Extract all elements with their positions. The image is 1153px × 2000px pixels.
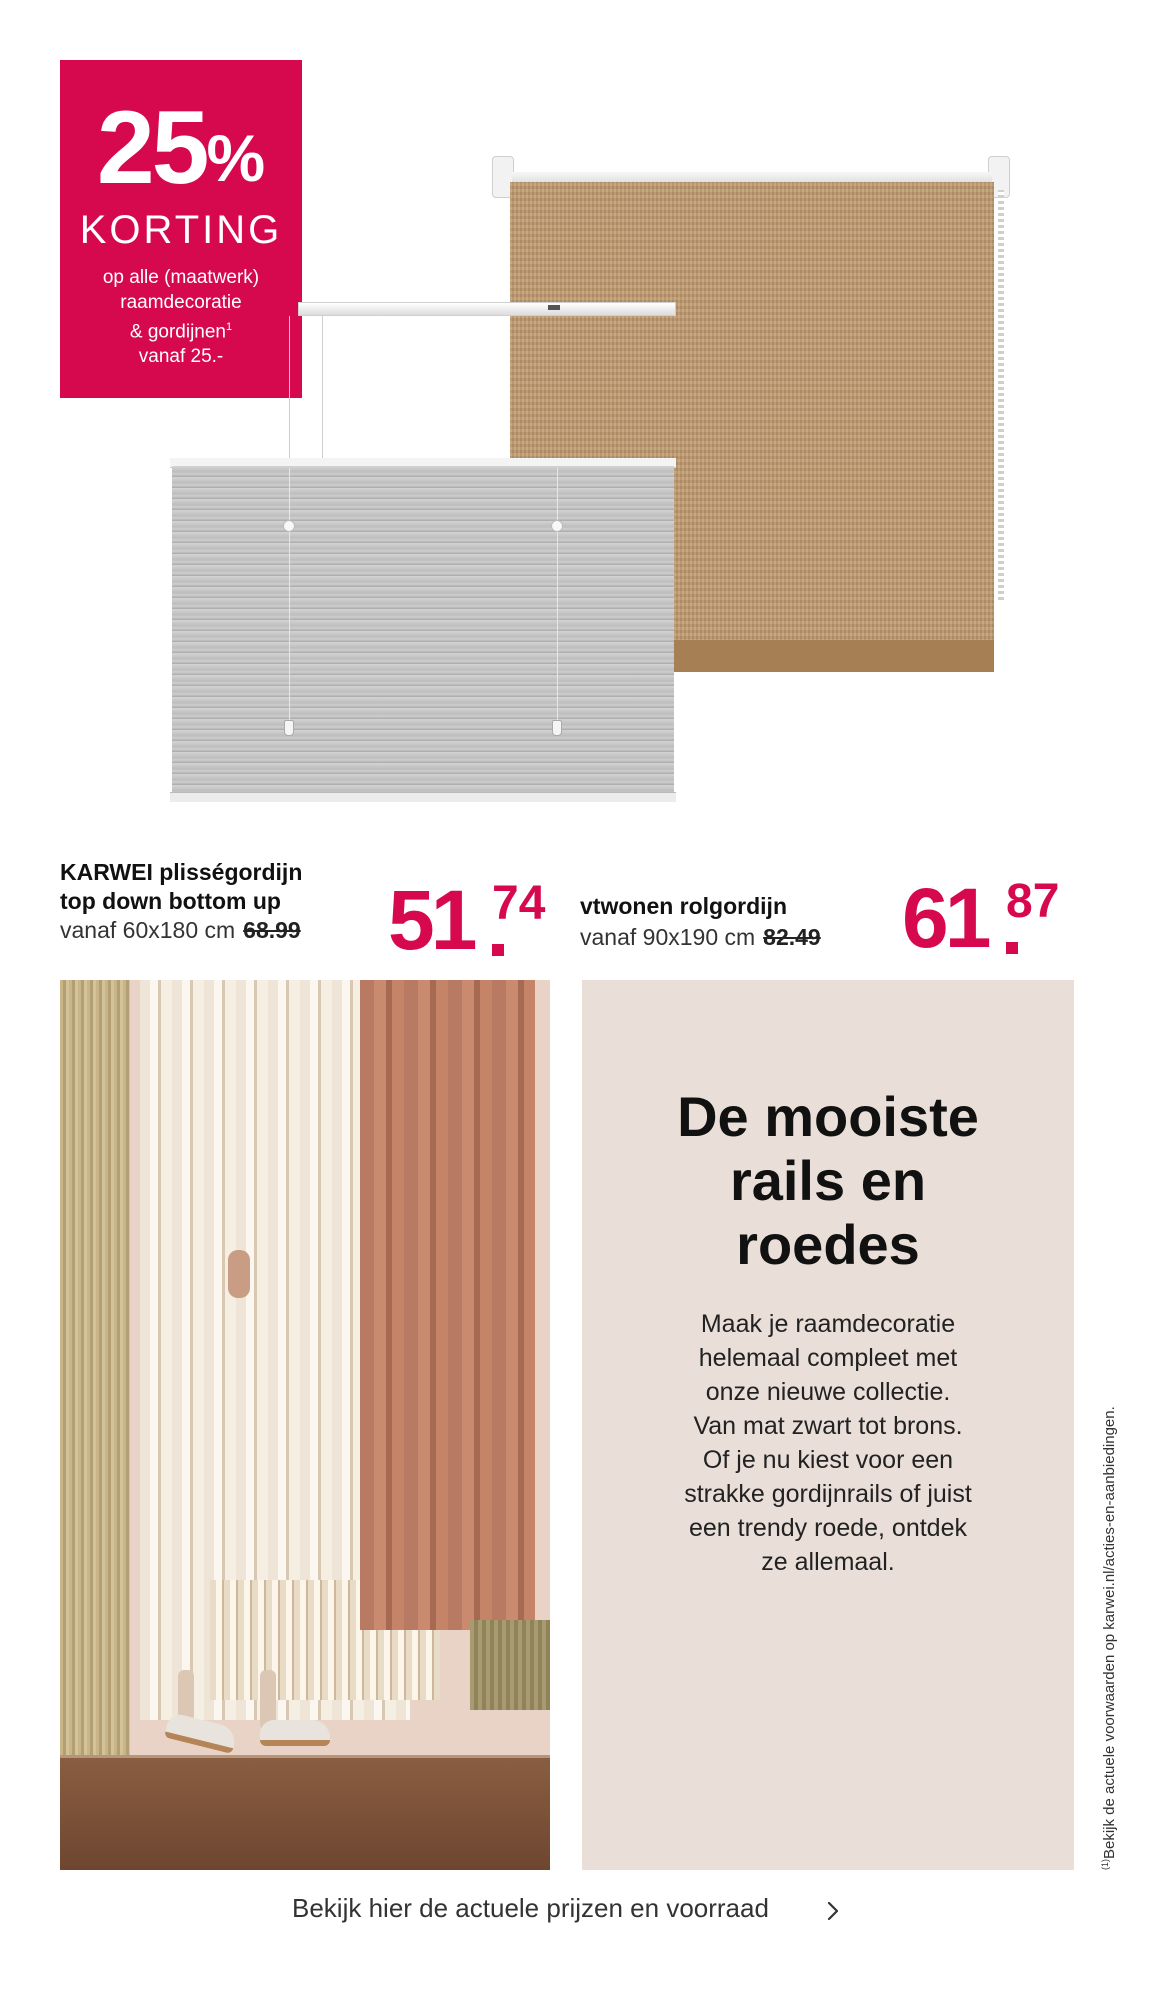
product-1-size-text: vanaf 60x180 cm [60,917,236,943]
pleat-cord-left [289,316,290,466]
rails-body [582,1307,1074,1579]
prices-stock-link[interactable]: Bekijk hier de actuele prijzen en voorraad [292,1893,769,1923]
rails-title-line-1: De mooiste [677,1085,979,1148]
photo-floor [60,1755,550,1870]
rails-panel [582,980,1074,1870]
pleat-bottom-bar [170,792,676,802]
photo-left-curtain [60,980,130,1870]
product-1-old-price: 68.99 [243,917,301,943]
product-1-name [60,858,302,916]
rails-title-line-3: roedes [736,1213,920,1276]
promo-percent-symbol: % [206,121,266,195]
product-1-price-int: 51 [388,873,474,967]
disclaimer [1096,1406,1119,1870]
rails-body-line-3: onze nieuwe collectie. [705,1378,951,1406]
product-2-price [902,871,1072,965]
rails-body-line-6: strakke gordijnrails of juist [684,1480,972,1508]
product-1-price [388,873,548,967]
disclaimer-text: Bekijk de actuele voorwaarden op karwei.nl/acties-en-aanbiedingen. [1101,1406,1118,1859]
promo-line-2: raamdecoratie [120,292,242,313]
product-2-name-line-1: vtwonen rolgordijn [580,893,787,919]
promo-line-3: & gordijnen [129,321,226,343]
product-1-price-dec: 74 [492,877,546,930]
promo-line-4: vanaf 25.- [138,346,224,368]
promo-line-1: op alle (maatwerk) [102,267,260,288]
rails-body-line-5: Of je nu kiest voor een [702,1446,954,1474]
rails-body-line-7: een trendy roede, ontdek [689,1514,967,1542]
disclaimer-marker: (1) [1100,1859,1110,1870]
pleat-cord-left-inner [322,316,323,466]
roller-chain [998,190,1004,600]
promo-badge [60,60,302,398]
rails-body-line-1: Maak je raamdecoratie [700,1310,956,1338]
rails-body-line-2: helemaal compleet met [698,1344,958,1372]
pleat-top-rail [298,302,676,316]
product-2-size [580,923,821,952]
promo-line-3-wrap [70,315,292,344]
photo-shoe-right [260,1720,330,1746]
photo-floor-line [60,1755,550,1758]
product-1-price-dot [492,944,504,956]
product-2-size-text: vanaf 90x190 cm [580,924,756,950]
product-2-price-int: 61 [902,871,988,965]
pleat-fabric [172,466,674,798]
pleat-knob-left [283,520,295,532]
product-2-price-dec: 87 [1006,875,1060,928]
curtain-photo [60,980,550,1870]
product-2-name [580,892,787,921]
photo-hand [228,1250,250,1298]
pleat-rail-label [548,305,560,310]
promo-subtext [70,265,292,369]
photo-olive-curtain [470,1620,550,1710]
product-1-name-line-1: KARWEI plisségordijn [60,859,303,885]
product-1-size [60,916,301,945]
promo-footnote-marker: 1 [226,321,233,333]
product-2-old-price: 82.49 [763,924,821,950]
rails-body-line-8: ze allemaal. [761,1548,895,1576]
promo-korting: KORTING [79,208,283,252]
rails-title [582,1085,1074,1277]
photo-terracotta-curtain [360,980,535,1630]
pleat-knob-right [551,520,563,532]
promo-percent [60,90,302,206]
pleat-handle-right [552,720,562,736]
product-2-price-dot [1006,942,1018,954]
rails-body-line-4: Van mat zwart tot brons. [693,1412,963,1440]
rails-title-line-2: rails en [729,1149,927,1212]
pleat-handle-left [284,720,294,736]
promo-percent-number: 25 [96,90,207,206]
pleat-cord-front-right [557,468,558,730]
chevron-right-icon[interactable] [822,1898,844,1924]
product-1-name-line-2: top down bottom up [60,888,281,914]
pleat-cord-front-left [289,468,290,730]
